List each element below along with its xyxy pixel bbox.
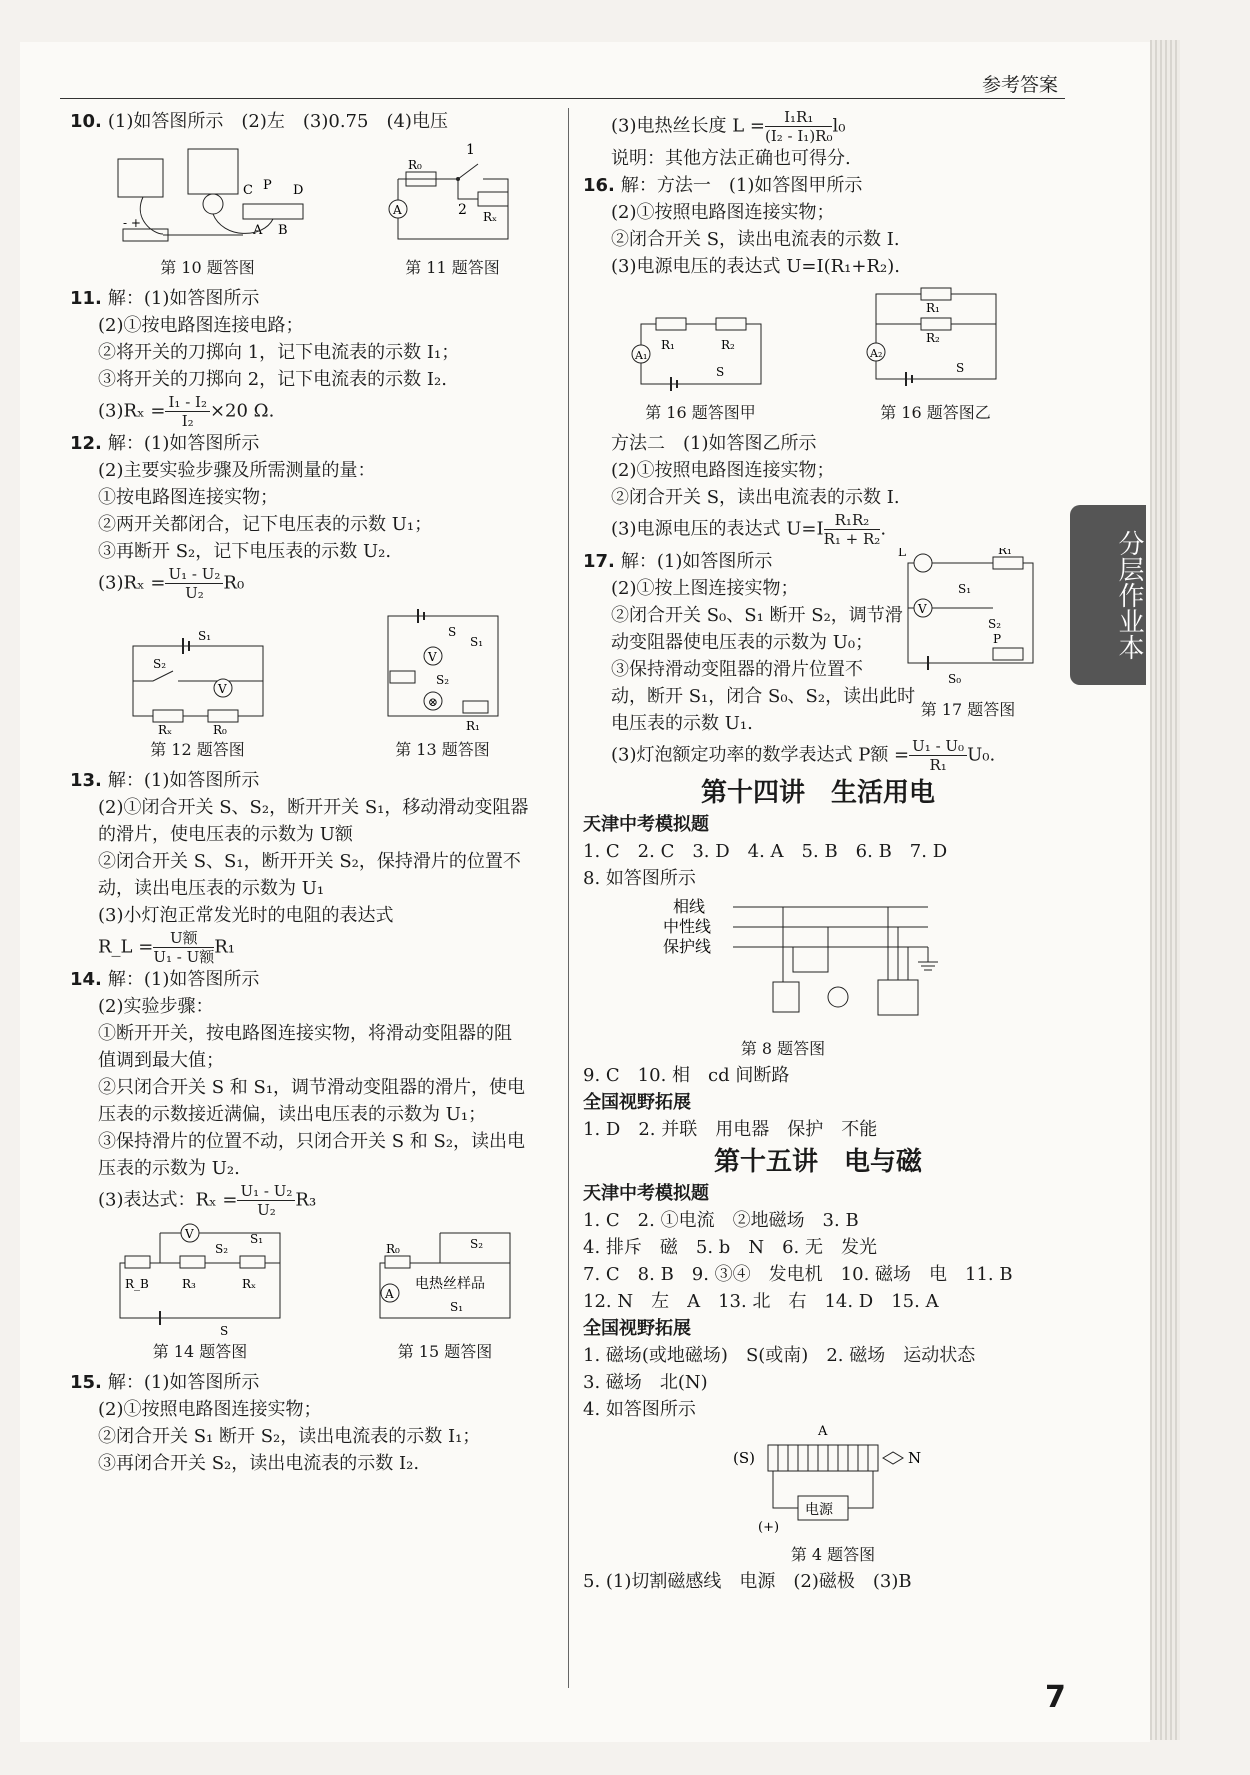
q13-number: 13. bbox=[70, 770, 102, 791]
q15-head: 解：(1)如答图所示 bbox=[107, 1372, 260, 1393]
q17-line5: 动，断开 S₁，闭合 S₀、S₂，读出此时 bbox=[611, 686, 916, 707]
q13-head: 解：(1)如答图所示 bbox=[107, 770, 260, 791]
fig-s14-caption: 第 8 题答图 bbox=[740, 1039, 826, 1058]
fig16b-circuit bbox=[861, 284, 1011, 399]
fig11-caption: 第 11 题答图 bbox=[405, 258, 500, 277]
q12-head: 解：(1)如答图所示 bbox=[107, 433, 260, 454]
svg-text:R₁: R₁ bbox=[465, 719, 480, 733]
pole-n-label: N bbox=[908, 1449, 922, 1467]
q10-number: 10. bbox=[70, 111, 102, 132]
q15-formula: (3)电热丝长度 L = $\frac{\text{I₁R₁}}{\text{(I₂ - I₁)R₀}}$ l₀ bbox=[611, 108, 846, 145]
q14-line1: (2)实验步骤： bbox=[98, 996, 214, 1017]
q16-number: 16. bbox=[583, 175, 615, 196]
svg-text:R₁: R₁ bbox=[925, 301, 940, 315]
svg-text:Rₓ: Rₓ bbox=[242, 1277, 257, 1291]
fig-row-14-15 bbox=[70, 1223, 560, 1365]
q15-line2: ②闭合开关 S₁ 断开 S₂，读出电流表的示数 I₁； bbox=[98, 1426, 481, 1447]
s15-tianjin-title: 天津中考模拟题 bbox=[583, 1183, 709, 1204]
s14-tianjin-title: 天津中考模拟题 bbox=[583, 814, 709, 835]
svg-text:B: B bbox=[277, 223, 288, 238]
q12-formula: (3)Rₓ = $\frac{\text{U₁ - U₂}}{\text{U₂}}$ R₀ bbox=[98, 565, 245, 602]
fig12-caption: 第 12 题答图 bbox=[150, 740, 245, 759]
svg-text:V: V bbox=[185, 1227, 194, 1241]
svg-text:S₁: S₁ bbox=[958, 582, 972, 596]
side-tab[interactable]: 分层作业本 bbox=[1070, 505, 1146, 685]
s15-national-line3: 4. 如答图所示 bbox=[583, 1399, 696, 1420]
fig-s15-4 bbox=[733, 1423, 1053, 1568]
s14-answers-1-7: 1. C 2. C 3. D 4. A 5. B 6. B 7. D bbox=[583, 841, 948, 862]
svg-text:V: V bbox=[918, 602, 927, 616]
svg-text:- +: - + bbox=[122, 216, 141, 230]
fig-household-wiring bbox=[663, 892, 963, 1027]
q16-line5: (2)①按照电路图连接实物； bbox=[611, 460, 835, 481]
svg-text:R₂: R₂ bbox=[720, 338, 735, 352]
fig16b-caption: 第 16 题答图乙 bbox=[880, 403, 991, 422]
q13-line5: (3)小灯泡正常发光时的电阻的表达式 bbox=[98, 905, 394, 926]
svg-text:R₀: R₀ bbox=[386, 1242, 400, 1256]
svg-text:S₂: S₂ bbox=[435, 673, 449, 687]
fig-solenoid bbox=[733, 1423, 933, 1533]
s14-national-title: 全国视野拓展 bbox=[583, 1092, 691, 1113]
section15-title: 第十五讲 电与磁 bbox=[713, 1147, 922, 1177]
svg-text:A: A bbox=[392, 203, 402, 217]
q17-line6: 电压表的示数 U₁. bbox=[611, 713, 753, 734]
s15-national-title: 全国视野拓展 bbox=[583, 1318, 691, 1339]
q12-line4: ③再断开 S₂，记下电压表的示数 U₂. bbox=[98, 541, 392, 562]
q14-line2: ①断开开关，按电路图连接实物，将滑动变阻器的阻 bbox=[98, 1023, 512, 1044]
svg-text:R₁: R₁ bbox=[660, 338, 675, 352]
q11-number: 11. bbox=[70, 288, 102, 309]
page-header: 参考答案 bbox=[981, 74, 1058, 96]
s15-line3: 7. C 8. B 9. ③④ 发电机 10. 磁场 电 11. B bbox=[583, 1264, 1013, 1285]
svg-text:P: P bbox=[993, 632, 1002, 646]
svg-text:L: L bbox=[898, 548, 906, 559]
svg-text:A₁: A₁ bbox=[634, 349, 647, 362]
svg-text:R₃: R₃ bbox=[182, 1277, 196, 1291]
q13-line4: 动，读出电压表的示数为 U₁ bbox=[98, 878, 325, 899]
q17-line2: ②闭合开关 S₀、S₁ 断开 S₂，调节滑 bbox=[611, 605, 903, 626]
q15-line1: (2)①按照电路图连接实物； bbox=[98, 1399, 322, 1420]
wire-label-ground: 保护线 bbox=[663, 937, 712, 956]
svg-text:S₀: S₀ bbox=[948, 672, 962, 686]
svg-text:S₁: S₁ bbox=[450, 1300, 464, 1314]
svg-text:V: V bbox=[427, 650, 437, 664]
svg-text:V: V bbox=[217, 682, 227, 696]
s15-line1: 1. C 2. ①电流 ②地磁场 3. B bbox=[583, 1210, 859, 1231]
q15-number: 15. bbox=[70, 1372, 102, 1393]
svg-text:S₁: S₁ bbox=[197, 629, 211, 643]
q12-line2: ①按电路图连接实物； bbox=[98, 487, 278, 508]
svg-text:S₂: S₂ bbox=[215, 1242, 229, 1256]
q16-line4: 方法二 (1)如答图乙所示 bbox=[611, 433, 817, 454]
svg-text:S: S bbox=[220, 1324, 229, 1338]
svg-text:R₂: R₂ bbox=[925, 331, 940, 345]
fig14-circuit bbox=[110, 1223, 290, 1338]
fig10-caption: 第 10 题答图 bbox=[160, 258, 255, 277]
fig-row-12-13 bbox=[70, 606, 560, 763]
q16-line1: (2)①按照电路图连接实物； bbox=[611, 202, 835, 223]
svg-text:P: P bbox=[262, 178, 272, 193]
fig-row-10-11 bbox=[70, 139, 560, 281]
q11-head: 解：(1)如答图所示 bbox=[107, 288, 260, 309]
page-number: 7 bbox=[1045, 1680, 1066, 1715]
fig14-caption: 第 14 题答图 bbox=[152, 1342, 248, 1361]
pole-s-label: (S) bbox=[733, 1449, 755, 1467]
q16-head: 解：方法一 (1)如答图甲所示 bbox=[620, 175, 863, 196]
q14-formula: (3)表达式：Rₓ = $\frac{\text{U₁ - U₂}}{\text{U₂}}$ R₃ bbox=[98, 1182, 317, 1219]
q17-formula: (3)灯泡额定功率的数学表达式 P额 = $\frac{\text{U₁ - U₀}}{\text{R₁}}$ U₀. bbox=[611, 737, 996, 774]
q14-line6: ③保持滑片的位置不动，只闭合开关 S 和 S₂，读出电 bbox=[98, 1131, 526, 1152]
q12-line3: ②两开关都闭合，记下电压表的示数 U₁； bbox=[98, 514, 433, 535]
q16-line6: ②闭合开关 S，读出电流表的示数 I. bbox=[611, 487, 900, 508]
svg-text:R₁: R₁ bbox=[998, 548, 1012, 557]
q13-formula: R_L = $\frac{\text{U额}}{\text{U₁ - U额}}$ R₁ bbox=[98, 929, 235, 966]
q14-head: 解：(1)如答图所示 bbox=[107, 969, 260, 990]
q11-formula: (3)Rₓ = $\frac{\text{I₁ - I₂}}{\text{I₂}}$ ×20 Ω. bbox=[98, 393, 275, 430]
fig16a-caption: 第 16 题答图甲 bbox=[645, 403, 756, 422]
q11-step1: (2)①按电路图连接电路； bbox=[98, 315, 304, 336]
q11-step3: ③将开关的刀掷向 2，记下电流表的示数 I₂. bbox=[98, 369, 447, 390]
fig15-circuit bbox=[370, 1223, 520, 1338]
fig13-caption: 第 13 题答图 bbox=[395, 740, 490, 759]
fig11-circuit bbox=[378, 139, 528, 254]
wire-label-neutral: 中性线 bbox=[663, 917, 712, 936]
q12-line1: (2)主要实验步骤及所需测量的量： bbox=[98, 460, 376, 481]
svg-text:1: 1 bbox=[465, 142, 475, 158]
s14-national-answers: 1. D 2. 并联 用电器 保护 不能 bbox=[583, 1119, 878, 1140]
svg-text:Rₓ: Rₓ bbox=[157, 723, 172, 736]
fig16a-circuit bbox=[626, 304, 776, 399]
s15-line4: 12. N 左 A 13. 北 右 14. D 15. A bbox=[583, 1291, 939, 1312]
column-divider bbox=[568, 108, 569, 1688]
label-a: A bbox=[818, 1424, 828, 1439]
s14-q8: 8. 如答图所示 bbox=[583, 868, 696, 889]
s15-line2: 4. 排斥 磁 5. b N 6. 无 发光 bbox=[583, 1237, 877, 1258]
right-column bbox=[583, 108, 1053, 1595]
s15-national-line4: 5. (1)切割磁感线 电源 (2)磁极 (3)B bbox=[583, 1571, 912, 1592]
fig17-circuit bbox=[893, 548, 1043, 688]
q13-line3: ②闭合开关 S、S₁，断开开关 S₂，保持滑片的位置不 bbox=[98, 851, 521, 872]
q13-line2: 的滑片，使电压表的示数为 U额 bbox=[98, 824, 353, 845]
svg-text:S₂: S₂ bbox=[152, 657, 166, 671]
power-source-label: 电源 bbox=[805, 1502, 833, 1518]
q14-line4: ②只闭合开关 S 和 S₁，调节滑动变阻器的滑片，使电 bbox=[98, 1077, 526, 1098]
svg-text:S₂: S₂ bbox=[470, 1237, 484, 1251]
fig-s14-8 bbox=[663, 892, 1053, 1062]
fig17-caption: 第 17 题答图 bbox=[920, 700, 1016, 719]
q11-step2: ②将开关的刀掷向 1，记下电流表的示数 I₁； bbox=[98, 342, 460, 363]
wire-label-live: 相线 bbox=[673, 897, 706, 916]
plus-label: (+) bbox=[758, 1520, 780, 1533]
svg-text:S₂: S₂ bbox=[988, 617, 1002, 631]
svg-text:A: A bbox=[385, 1287, 394, 1301]
fig-row-16 bbox=[583, 284, 1053, 426]
q12-number: 12. bbox=[70, 433, 102, 454]
svg-text:Rₓ: Rₓ bbox=[482, 210, 497, 224]
svg-text:⊗: ⊗ bbox=[427, 695, 438, 709]
fig12-circuit bbox=[123, 626, 273, 736]
q17-line1: (2)①按上图连接实物； bbox=[611, 578, 799, 599]
fig13-circuit bbox=[378, 606, 508, 736]
svg-text:A: A bbox=[252, 223, 262, 238]
q14-line5: 压表的示数接近满偏，读出电压表的示数为 U₁； bbox=[98, 1104, 487, 1125]
svg-text:R₀: R₀ bbox=[212, 723, 227, 736]
svg-text:S: S bbox=[955, 361, 964, 375]
q14-line7: 压表的示数为 U₂. bbox=[98, 1158, 240, 1179]
fig-s15-caption: 第 4 题答图 bbox=[790, 1545, 876, 1564]
svg-text:2: 2 bbox=[457, 202, 467, 218]
svg-text:电热丝样品: 电热丝样品 bbox=[415, 1276, 485, 1292]
q17-block bbox=[583, 548, 1053, 737]
svg-text:D: D bbox=[292, 183, 303, 198]
header-rule bbox=[60, 98, 1065, 99]
q15-line3: ③再闭合开关 S₂，读出电流表的示数 I₂. bbox=[98, 1453, 420, 1474]
svg-text:S: S bbox=[715, 365, 724, 379]
fig10-circuit bbox=[103, 139, 313, 254]
q16-line3: (3)电源电压的表达式 U=I(R₁+R₂). bbox=[611, 256, 900, 277]
s14-q9-10: 9. C 10. 相 cd 间断路 bbox=[583, 1065, 790, 1086]
svg-text:R_B: R_B bbox=[125, 1277, 149, 1291]
left-column bbox=[70, 108, 560, 1477]
svg-text:S₁: S₁ bbox=[469, 635, 483, 649]
svg-text:C: C bbox=[242, 183, 253, 198]
fig15-caption: 第 15 题答图 bbox=[397, 1342, 493, 1361]
q16-line2: ②闭合开关 S，读出电流表的示数 I. bbox=[611, 229, 900, 250]
q17-head: 解：(1)如答图所示 bbox=[620, 551, 773, 572]
q15-note: 说明：其他方法正确也可得分. bbox=[611, 148, 851, 169]
q17-line4: ③保持滑动变阻器的滑片位置不 bbox=[611, 659, 863, 680]
section14-title: 第十四讲 生活用电 bbox=[700, 778, 935, 808]
q14-number: 14. bbox=[70, 969, 102, 990]
q16-formula: (3)电源电压的表达式 U=I $\frac{\text{R₁R₂}}{\text{R₁ + R₂}}$ . bbox=[611, 511, 887, 548]
page-edge bbox=[1150, 40, 1180, 1740]
q13-line1: (2)①闭合开关 S、S₂，断开开关 S₁，移动滑动变阻器 bbox=[98, 797, 529, 818]
q17-line3: 动变阻器使电压表的示数为 U₀； bbox=[611, 632, 874, 653]
q10-text: (1)如答图所示 (2)左 (3)0.75 (4)电压 bbox=[107, 111, 448, 132]
svg-text:S: S bbox=[447, 625, 456, 639]
s15-national-line1: 1. 磁场(或地磁场) S(或南) 2. 磁场 运动状态 bbox=[583, 1345, 976, 1366]
q14-line3: 值调到最大值； bbox=[98, 1050, 224, 1071]
svg-text:R₀: R₀ bbox=[407, 158, 422, 172]
s15-national-line2: 3. 磁场 北(N) bbox=[583, 1372, 708, 1393]
q17-number: 17. bbox=[583, 551, 615, 572]
svg-text:A₂: A₂ bbox=[869, 347, 882, 360]
svg-text:S₁: S₁ bbox=[250, 1232, 264, 1246]
